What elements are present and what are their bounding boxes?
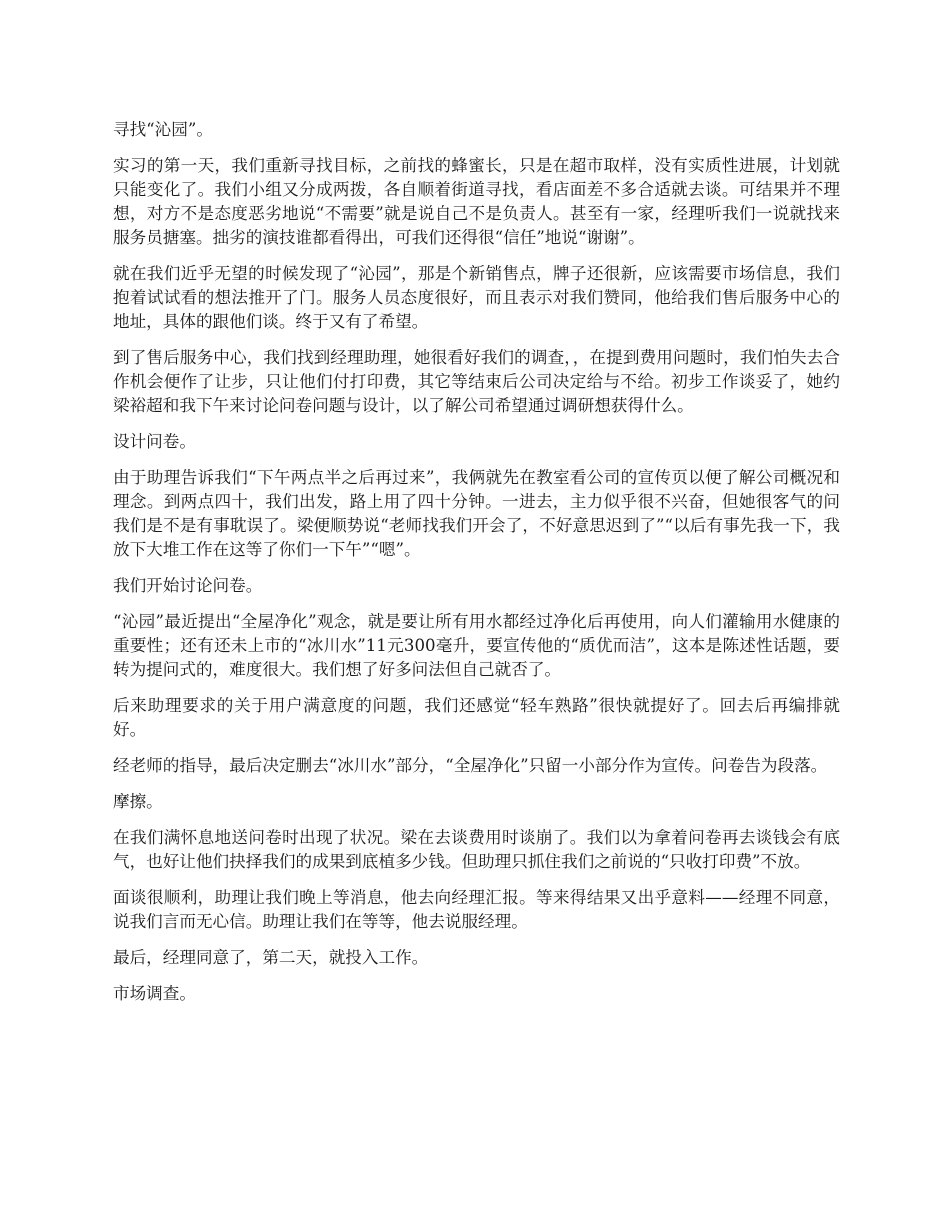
paragraph: 后来助理要求的关于用户满意度的问题，我们还感觉“轻车熟路”很快就提好了。回去后再编排就好。 bbox=[113, 696, 840, 739]
paragraph: 就在我们近乎无望的时候发现了“沁园”，那是个新销售点，牌子还很新，应该需要市场信息，我们抱着试试看的想法推开了门。服务人员态度很好，而且表示对我们赞同，他给我们售后服务中心的地址，具体的跟他们谈。终于又有了希望。 bbox=[113, 264, 840, 331]
paragraph: 市场调查。 bbox=[113, 984, 196, 1003]
paragraph: 摩擦。 bbox=[113, 792, 163, 811]
paragraph: “沁园”最近提出“全屋净化”观念，就是要让所有用水都经过净化后再使用，向人们灌输用水健康的重要性；还有还未上市的“冰川水”11元300毫升，要宣传他的“质优而洁”，这本是陈述性话题，要转为提问式的，难度很大。我们想了好多问法但自己就否了。 bbox=[113, 612, 840, 679]
paragraph: 经老师的指导，最后决定删去“冰川水”部分，“全屋净化”只留一小部分作为宣传。问卷告为段落。 bbox=[113, 756, 828, 775]
paragraph: 在我们满怀息地送问卷时出现了状况。梁在去谈费用时谈崩了。我们以为拿着问卷再去谈钱会有底气，也好让他们抉择我们的成果到底植多少钱。但助理只抓住我们之前说的“只收打印费”不放。 bbox=[113, 828, 840, 871]
paragraph: 实习的第一天，我们重新寻找目标，之前找的蜂蜜长，只是在超市取样，没有实质性进展，计划就只能变化了。我们小组又分成两拨，各自顺着街道寻找，看店面差不多合适就去谈。可结果并不理想，对方不是态度恶劣地说“不需要”就是说自己不是负责人。甚至有一家，经理听我们一说就找来服务员搪塞。拙劣的演技谁都看得出，可我们还得很“信任”地说“谢谢”。 bbox=[113, 156, 840, 247]
paragraph: 设计问卷。 bbox=[113, 432, 196, 451]
paragraph: 由于助理告诉我们“下午两点半之后再过来”，我俩就先在教室看公司的宣传页以便了解公司概况和理念。到两点四十，我们出发，路上用了四十分钟。一进去，主力似乎很不兴奋，但她很客气的问我们是不是有事耽误了。梁便顺势说“老师找我们开会了，不好意思迟到了”“以后有事先我一下，我放下大堆工作在这等了你们一下午”“嗯”。 bbox=[113, 468, 840, 559]
paragraph: 寻找“沁园”。 bbox=[113, 120, 213, 139]
paragraph: 最后，经理同意了，第二天，就投入工作。 bbox=[113, 948, 429, 967]
paragraph: 面谈很顺利，助理让我们晚上等消息，他去向经理汇报。等来得结果又出乎意料——经理不同意，说我们言而无心信。助理让我们在等等，他去说服经理。 bbox=[113, 888, 840, 931]
document-body bbox=[113, 118, 840, 1018]
paragraph: 到了售后服务中心，我们找到经理助理，她很看好我们的调查，，在提到费用问题时，我们怕失去合作机会便作了让步，只让他们付打印费，其它等结束后公司决定给与不给。初步工作谈妥了，她约梁裕超和我下午来讨论问卷问题与设计，以了解公司希望通过调研想获得什么。 bbox=[113, 348, 840, 415]
paragraph: 我们开始讨论问卷。 bbox=[113, 576, 263, 595]
